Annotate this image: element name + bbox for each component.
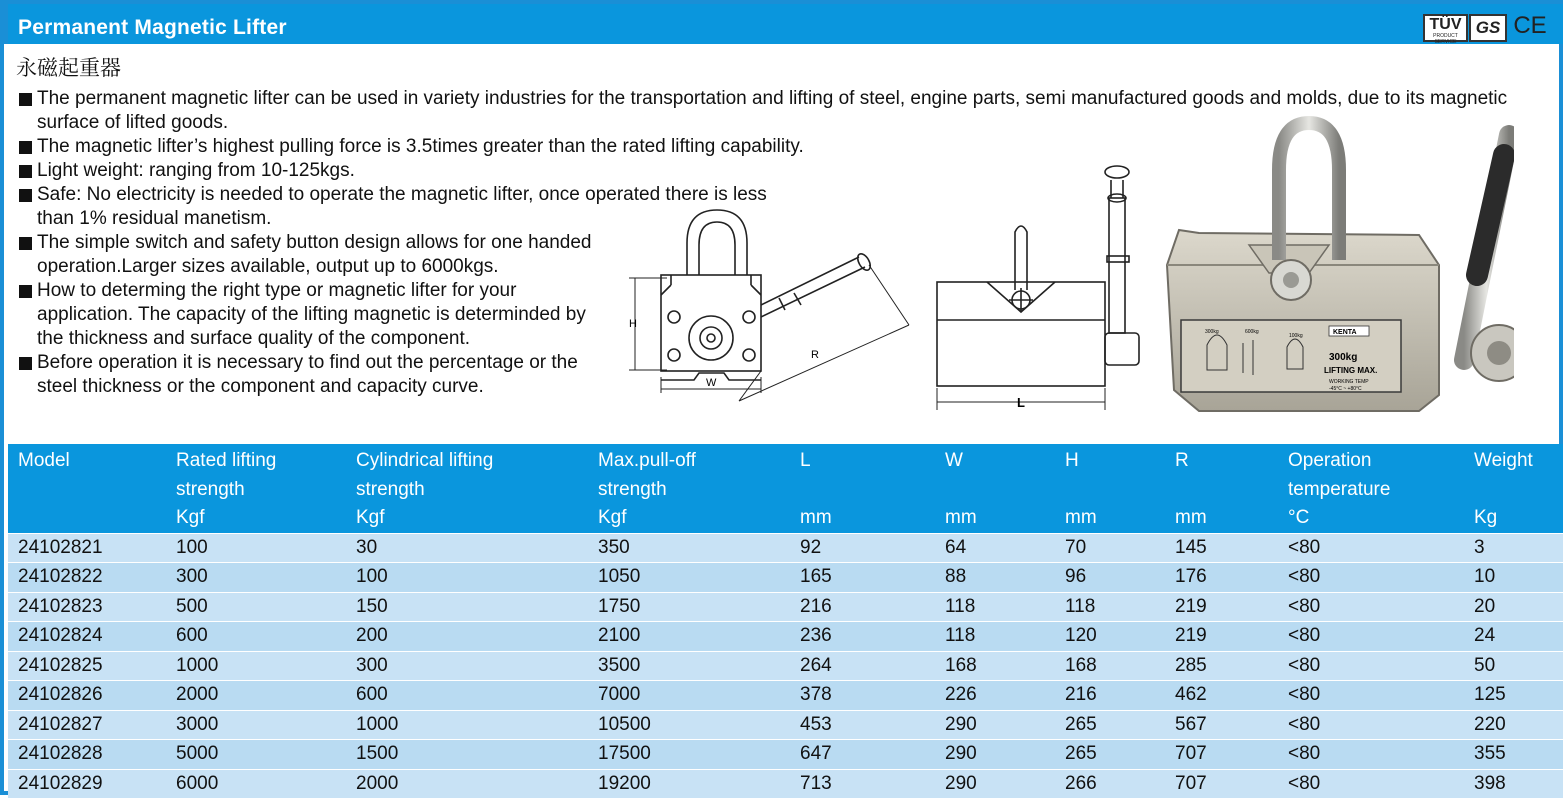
switch-dial [689, 316, 733, 360]
cell-cylindrical-lifting: 2000 [346, 769, 588, 798]
cell-h: 216 [1055, 681, 1165, 711]
tuv-subtext: PRODUCT SERVICE [1433, 33, 1458, 45]
cell-operation-temperature: <80 [1278, 563, 1464, 593]
cell-cylindrical-lifting: 150 [346, 592, 588, 622]
plate-working-temp: WORKING TEMP [1329, 379, 1369, 385]
cell-w: 88 [935, 563, 1055, 593]
shackle-inner [699, 222, 735, 275]
cell-w: 118 [935, 622, 1055, 652]
cell-h: 266 [1055, 769, 1165, 798]
cell-cylindrical-lifting: 1000 [346, 710, 588, 740]
cell-rated-lifting: 600 [166, 622, 346, 652]
cell-model: 24102827 [8, 710, 166, 740]
cell-operation-temperature: <80 [1278, 710, 1464, 740]
cell-r: 285 [1165, 651, 1278, 681]
cell-w: 290 [935, 740, 1055, 770]
cell-max-pull-off: 1750 [588, 592, 790, 622]
cell-r: 707 [1165, 769, 1278, 798]
cell-weight: 398 [1464, 769, 1563, 798]
cell-w: 64 [935, 533, 1055, 563]
feature-item: How to determing the right type or magnetic lifter for your application. The capacity of the lifting magnetic is determinded by the thickness and surface quality of the component. [19, 279, 597, 351]
feature-item: Light weight: ranging from 10-125kgs. [19, 159, 1559, 183]
plate-brand: KENTA [1333, 329, 1357, 336]
cell-model: 24102822 [8, 563, 166, 593]
table-body [8, 533, 1563, 798]
cell-max-pull-off: 1050 [588, 563, 790, 593]
cell-cylindrical-lifting: 100 [346, 563, 588, 593]
table-header-row [8, 444, 1563, 533]
lever-grip [1477, 155, 1504, 275]
dim-r-label: R [811, 349, 819, 361]
cell-rated-lifting: 6000 [166, 769, 346, 798]
feature-item: The magnetic lifter’s highest pulling force is 3.5times greater than the rated lifting capability. [19, 135, 1559, 159]
cell-w: 168 [935, 651, 1055, 681]
cell-r: 219 [1165, 592, 1278, 622]
cell-r: 567 [1165, 710, 1278, 740]
cell-operation-temperature: <80 [1278, 592, 1464, 622]
front-view-diagram [929, 160, 1149, 415]
cell-weight: 125 [1464, 681, 1563, 711]
gs-certification-logo: GS [1469, 14, 1507, 42]
cell-r: 145 [1165, 533, 1278, 563]
col-header-cylindrical-lifting: Cylindrical lifting strength Kgf [346, 444, 588, 533]
feature-item: The simple switch and safety button design allows for one handed operation.Larger sizes available, output up to 6000kgs. [19, 231, 667, 279]
table-row [8, 533, 1563, 563]
chinese-subtitle: 永磁起重器 [16, 56, 121, 80]
cell-l: 453 [790, 710, 935, 740]
cell-l: 92 [790, 533, 935, 563]
cell-l: 647 [790, 740, 935, 770]
table-row [8, 681, 1563, 711]
cell-h: 70 [1055, 533, 1165, 563]
feature-item: Before operation it is necessary to find out the percentage or the steel thickness or the component and capacity curve. [19, 351, 617, 399]
table-row [8, 740, 1563, 770]
title-bar [4, 0, 1563, 44]
cell-cylindrical-lifting: 200 [346, 622, 588, 652]
col-header-r: R mm [1165, 444, 1278, 533]
cell-h: 120 [1055, 622, 1165, 652]
cell-cylindrical-lifting: 600 [346, 681, 588, 711]
col-header-max-pull-off: Max.pull-off strength Kgf [588, 444, 790, 533]
cell-h: 265 [1055, 740, 1165, 770]
cell-h: 265 [1055, 710, 1165, 740]
table-row [8, 563, 1563, 593]
cell-max-pull-off: 3500 [588, 651, 790, 681]
cell-h: 168 [1055, 651, 1165, 681]
col-header-w: W mm [935, 444, 1055, 533]
plate-w1: 300kg [1205, 329, 1219, 335]
col-header-l: L mm [790, 444, 935, 533]
cell-l: 216 [790, 592, 935, 622]
col-header-operation-temperature: Operation temperature °C [1278, 444, 1464, 533]
feature-item: The permanent magnetic lifter can be used in variety industries for the transportation and lifting of steel, engine parts, semi manufactured goods and molds, due to its magnetic surface of lifted goods. [19, 87, 1559, 135]
cell-r: 176 [1165, 563, 1278, 593]
product-photo [1159, 115, 1514, 415]
page-title: Permanent Magnetic Lifter [18, 16, 287, 39]
cell-max-pull-off: 350 [588, 533, 790, 563]
plate-w2: 600kg [1245, 329, 1259, 335]
cell-max-pull-off: 2100 [588, 622, 790, 652]
col-header-weight: Weight Kg [1464, 444, 1563, 533]
plate-temp-range: -45°C ~ +80°C [1329, 386, 1362, 392]
cell-weight: 20 [1464, 592, 1563, 622]
cell-model: 24102821 [8, 533, 166, 563]
cell-operation-temperature: <80 [1278, 740, 1464, 770]
cell-cylindrical-lifting: 300 [346, 651, 588, 681]
tuv-certification-logo [1423, 14, 1468, 45]
cell-model: 24102826 [8, 681, 166, 711]
shackle-outline [687, 210, 747, 275]
cell-operation-temperature: <80 [1278, 533, 1464, 563]
handle [761, 257, 865, 317]
cell-model: 24102823 [8, 592, 166, 622]
table-row [8, 651, 1563, 681]
cell-r: 219 [1165, 622, 1278, 652]
table-row [8, 710, 1563, 740]
handle-post [1109, 198, 1125, 333]
plate-w3: 100kg [1289, 333, 1303, 339]
cell-h: 96 [1055, 563, 1165, 593]
cell-operation-temperature: <80 [1278, 681, 1464, 711]
table-row [8, 769, 1563, 798]
cell-rated-lifting: 3000 [166, 710, 346, 740]
dim-l-label: L [1017, 395, 1025, 410]
cell-l: 236 [790, 622, 935, 652]
cell-rated-lifting: 5000 [166, 740, 346, 770]
cell-max-pull-off: 19200 [588, 769, 790, 798]
cell-max-pull-off: 10500 [588, 710, 790, 740]
safety-knob [1105, 166, 1129, 178]
cell-h: 118 [1055, 592, 1165, 622]
cell-model: 24102824 [8, 622, 166, 652]
cell-operation-temperature: <80 [1278, 769, 1464, 798]
dim-w-label: W [706, 377, 717, 389]
col-header-model: Model [8, 444, 166, 533]
plate-capacity: 300kg [1329, 352, 1358, 363]
cell-rated-lifting: 1000 [166, 651, 346, 681]
cell-w: 118 [935, 592, 1055, 622]
col-header-h: H mm [1055, 444, 1165, 533]
cell-rated-lifting: 2000 [166, 681, 346, 711]
cell-weight: 24 [1464, 622, 1563, 652]
cell-model: 24102825 [8, 651, 166, 681]
dim-h-label: H [629, 318, 637, 330]
ce-certification-logo: CE [1513, 12, 1547, 39]
cell-l: 378 [790, 681, 935, 711]
cell-rated-lifting: 100 [166, 533, 346, 563]
table-row [8, 622, 1563, 652]
table-row [8, 592, 1563, 622]
cell-cylindrical-lifting: 30 [346, 533, 588, 563]
cell-weight: 10 [1464, 563, 1563, 593]
specification-table [8, 444, 1563, 798]
plate-lifting-max: LIFTING MAX. [1324, 366, 1378, 375]
cell-model: 24102829 [8, 769, 166, 798]
cell-weight: 355 [1464, 740, 1563, 770]
cell-rated-lifting: 300 [166, 563, 346, 593]
col-header-rated-lifting: Rated lifting strength Kgf [166, 444, 346, 533]
cell-l: 165 [790, 563, 935, 593]
cell-l: 713 [790, 769, 935, 798]
cell-operation-temperature: <80 [1278, 622, 1464, 652]
cell-w: 290 [935, 710, 1055, 740]
cell-weight: 50 [1464, 651, 1563, 681]
cell-weight: 220 [1464, 710, 1563, 740]
cell-max-pull-off: 17500 [588, 740, 790, 770]
tuv-mark: TÜV [1429, 16, 1462, 33]
cell-weight: 3 [1464, 533, 1563, 563]
feature-item: Safe: No electricity is needed to operate the magnetic lifter, once operated there is less than 1% residual manetism. [19, 183, 797, 231]
cell-r: 462 [1165, 681, 1278, 711]
cell-cylindrical-lifting: 1500 [346, 740, 588, 770]
cell-r: 707 [1165, 740, 1278, 770]
cell-rated-lifting: 500 [166, 592, 346, 622]
side-view-diagram [619, 205, 919, 410]
shackle [1015, 226, 1027, 290]
cell-w: 290 [935, 769, 1055, 798]
cell-w: 226 [935, 681, 1055, 711]
cell-model: 24102828 [8, 740, 166, 770]
cell-operation-temperature: <80 [1278, 651, 1464, 681]
cell-l: 264 [790, 651, 935, 681]
cell-max-pull-off: 7000 [588, 681, 790, 711]
